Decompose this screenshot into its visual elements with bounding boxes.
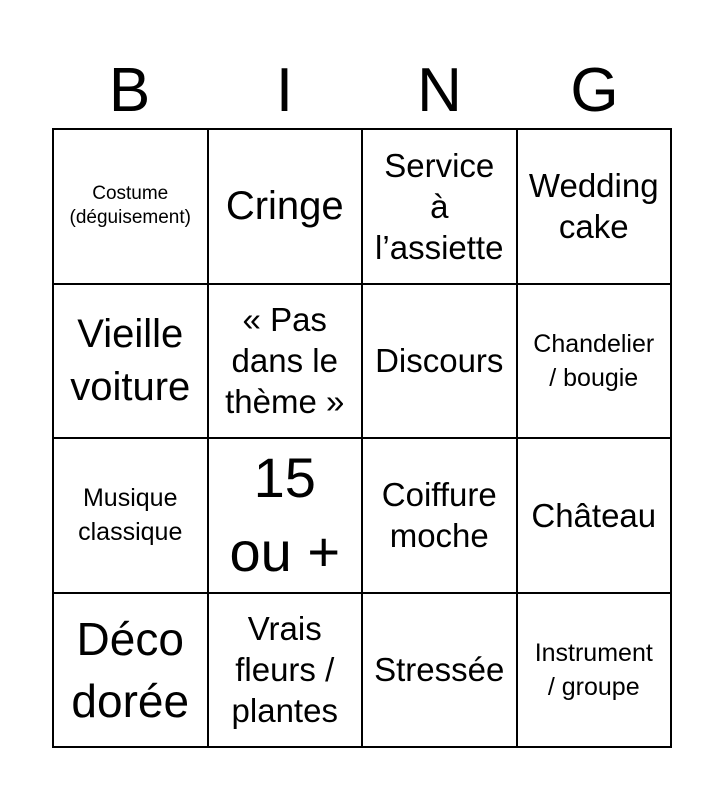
bingo-cell[interactable]: « Pas dans le thème » xyxy=(209,285,364,440)
header-letter-b: B xyxy=(108,56,151,125)
bingo-cell[interactable]: Musique classique xyxy=(54,439,209,594)
bingo-cell[interactable]: Déco dorée xyxy=(54,594,209,749)
bingo-cell[interactable]: Stressée xyxy=(363,594,518,749)
header-letter-g: G xyxy=(570,56,619,125)
bingo-cell[interactable]: Cringe xyxy=(209,130,364,285)
bingo-cell[interactable]: Chandelier / bougie xyxy=(518,285,673,440)
bingo-cell[interactable]: Service à l’assiette xyxy=(363,130,518,285)
bingo-cell[interactable]: Instrument / groupe xyxy=(518,594,673,749)
bingo-cell[interactable]: Vieille voiture xyxy=(54,285,209,440)
bingo-card xyxy=(52,128,672,748)
bingo-cell[interactable]: Coiffure moche xyxy=(363,439,518,594)
bingo-cell[interactable]: Vrais fleurs / plantes xyxy=(209,594,364,749)
bingo-cell[interactable]: Château xyxy=(518,439,673,594)
header-letter-n: N xyxy=(417,56,462,125)
bingo-cell[interactable]: 15 ou + xyxy=(209,439,364,594)
bingo-cell[interactable]: Discours xyxy=(363,285,518,440)
bingo-cell[interactable]: Costume (déguisement) xyxy=(54,130,209,285)
bingo-cell[interactable]: Wedding cake xyxy=(518,130,673,285)
bingo-header xyxy=(52,58,672,124)
header-letter-i: I xyxy=(275,56,294,125)
